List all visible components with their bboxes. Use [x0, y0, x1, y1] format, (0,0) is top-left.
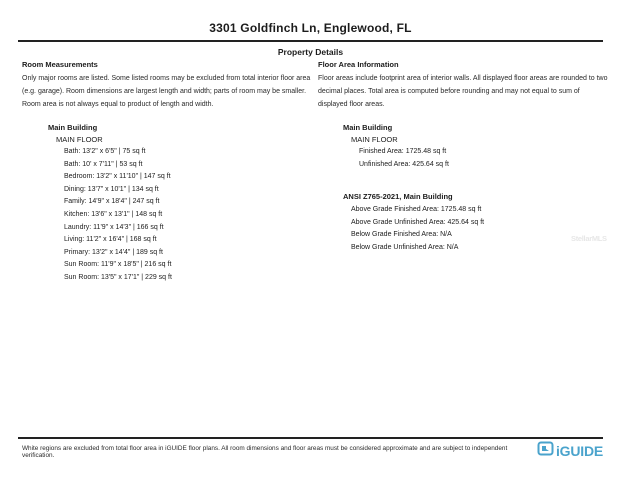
ansi-row: Above Grade Unfinished Area: 425.64 sq ft — [351, 218, 485, 226]
room-row: Family: 14'9" x 18'4" | 247 sq ft — [64, 198, 160, 206]
area-row: Finished Area: 1725.48 sq ft — [359, 148, 447, 155]
room-row: Sun Room: 13'5" x 17'1" | 229 sq ft — [64, 273, 172, 281]
floor-area-information-heading: Floor Area Information — [318, 60, 399, 69]
room-row: Kitchen: 13'6" x 13'1" | 148 sq ft — [64, 210, 163, 218]
room-row: Sun Room: 11'9" x 18'5" | 216 sq ft — [64, 261, 172, 269]
room-measurements-description: Only major rooms are listed. Some listed rooms may be excluded from total interior floor area (e.g. garage). Room dimensions are largest length and width; parts of room may be smaller. Room area is not always equal to product of length and width. — [22, 75, 311, 108]
ansi-row: Below Grade Unfinished Area: N/A — [351, 243, 459, 251]
ansi-row: Below Grade Finished Area: N/A — [351, 231, 452, 239]
room-row: Dining: 13'7" x 10'1" | 134 sq ft — [64, 185, 159, 193]
ansi-heading: ANSI Z765-2021, Main Building — [343, 192, 453, 202]
iguide-logo-text: iGUIDE — [555, 443, 603, 459]
floor-name: MAIN FLOOR — [351, 135, 398, 144]
room-row: Bath: 10' x 7'11" | 53 sq ft — [64, 160, 143, 168]
room-row: Bath: 13'2" x 6'5" | 75 sq ft — [64, 148, 146, 155]
room-measurements-section — [22, 60, 314, 285]
room-row: Laundry: 11'9" x 14'3" | 166 sq ft — [64, 223, 164, 231]
area-list — [318, 146, 610, 171]
ansi-block — [318, 192, 610, 254]
page-subtitle: Property Details — [277, 47, 344, 57]
ansi-list — [318, 204, 610, 254]
room-list — [22, 146, 314, 285]
footer-divider — [18, 437, 603, 439]
mls-watermark: StellarMLS — [571, 234, 607, 243]
room-row: Primary: 13'2" x 14'4" | 189 sq ft — [64, 248, 163, 256]
floor-area-information-section — [318, 60, 610, 255]
room-measurements-building-block — [22, 123, 314, 285]
footer-disclaimer: White regions are excluded from total floor area in iGUIDE floor plans. All room dimensions and floor areas must be considered approximate and are subject to independent verification. — [22, 445, 508, 459]
building-name: Main Building — [48, 123, 98, 132]
room-row: Living: 11'2" x 16'4" | 168 sq ft — [64, 236, 157, 244]
building-name: Main Building — [343, 123, 393, 132]
ansi-row: Above Grade Finished Area: 1725.48 sq ft — [351, 206, 482, 214]
iguide-logo-icon — [537, 441, 554, 461]
iguide-logo — [537, 441, 603, 461]
floor-area-information-description: Floor areas include footprint area of interior walls. All displayed floor areas are rounded to two decimal places. Total area is computed before rounding and may not equal to sum of displayed floor areas. — [318, 75, 608, 108]
page-title: 3301 Goldfinch Ln, Englewood, FL — [209, 21, 412, 35]
room-measurements-heading: Room Measurements — [22, 60, 98, 69]
floor-name: MAIN FLOOR — [56, 135, 103, 144]
area-row: Unfinished Area: 425.64 sq ft — [359, 160, 449, 168]
floor-area-building-block — [318, 123, 610, 171]
room-row: Bedroom: 13'2" x 11'10" | 147 sq ft — [64, 173, 171, 181]
